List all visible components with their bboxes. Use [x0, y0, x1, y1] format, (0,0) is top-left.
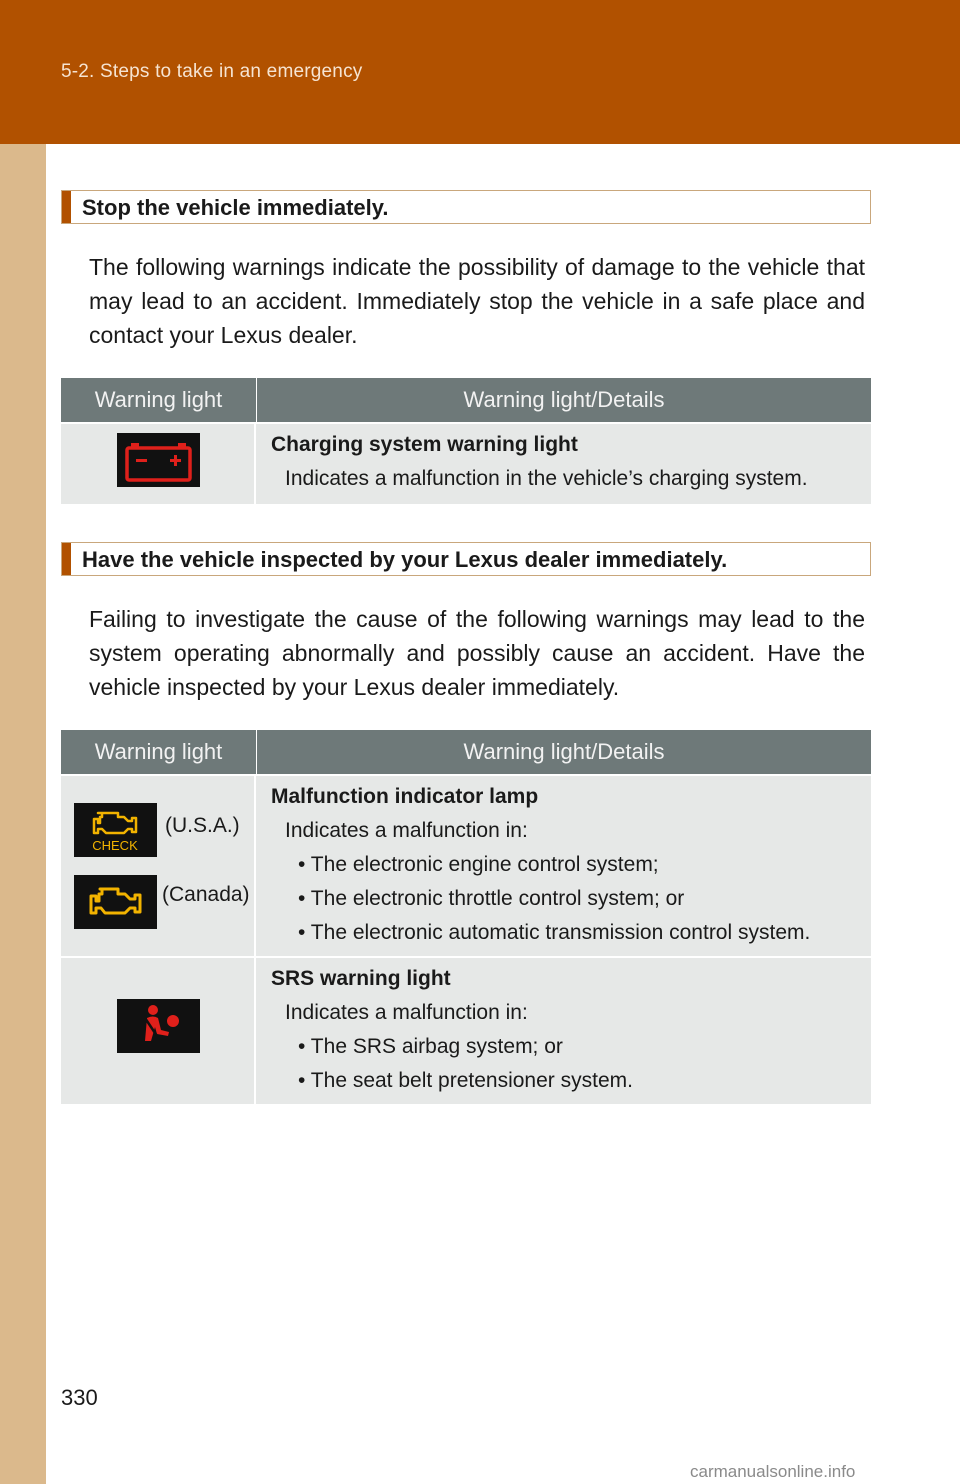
warning-intro: Indicates a malfunction in: — [285, 1001, 528, 1024]
warning-title: SRS warning light — [271, 967, 451, 990]
warning-bullet: • The electronic automatic transmission control system. — [298, 921, 811, 944]
region-label-usa: (U.S.A.) — [165, 814, 240, 837]
engine-icon — [74, 875, 157, 929]
battery-warning-icon — [117, 433, 200, 487]
table-row — [61, 424, 871, 504]
col-header-warning-light: Warning light — [61, 378, 257, 422]
side-margin — [0, 144, 46, 1484]
warning-title: Malfunction indicator lamp — [271, 785, 539, 808]
heading-accent-bar — [62, 543, 71, 575]
icon-cell — [61, 776, 256, 956]
section-heading-text: Stop the vehicle immediately. — [82, 195, 389, 220]
section-heading-text: Have the vehicle inspected by your Lexus dealer immediately. — [82, 547, 728, 572]
col-header-details: Warning light/Details — [463, 739, 665, 764]
check-caption: CHECK — [92, 838, 138, 853]
srs-airbag-icon — [117, 999, 200, 1053]
warning-bullet: • The seat belt pretensioner system. — [298, 1069, 633, 1092]
table-header — [61, 730, 871, 774]
icon-cell — [61, 958, 256, 1104]
table-header — [61, 378, 871, 422]
section-heading-stop — [61, 190, 871, 224]
watermark: carmanualsonline.info — [690, 1462, 856, 1481]
section-paragraph: Failing to investigate the cause of the following warnings may lead to the system operating abnormally and possibly cause an accident. Have the vehicle inspected by your Lexus dealer immediately. — [89, 606, 865, 700]
warning-title: Charging system warning light — [271, 433, 578, 456]
warning-intro: Indicates a malfunction in: — [285, 819, 528, 842]
warning-description: Indicates a malfunction in the vehicle’s charging system. — [285, 467, 808, 490]
section-paragraph: The following warnings indicate the possibility of damage to the vehicle that may lead to an accident. Immediately stop the vehicle in a safe place and contact your Lexus dealer. — [89, 254, 865, 348]
detail-cell — [271, 962, 861, 1098]
col-header-details: Warning light/Details — [463, 387, 665, 412]
col-header-warning-light: Warning light — [61, 730, 257, 774]
region-label-canada: (Canada) — [162, 883, 250, 906]
warning-bullet: • The SRS airbag system; or — [298, 1035, 563, 1058]
page-number: 330 — [61, 1385, 98, 1410]
warning-bullet: • The electronic throttle control system; or — [298, 887, 685, 910]
section-heading-inspect — [61, 542, 871, 576]
warning-bullet: • The electronic engine control system; — [298, 853, 659, 876]
detail-cell — [271, 780, 861, 950]
table-row — [61, 776, 871, 956]
table-row — [61, 958, 871, 1104]
detail-cell — [271, 428, 861, 496]
chapter-title: 5-2. Steps to take in an emergency — [61, 61, 363, 82]
icon-cell — [61, 424, 256, 504]
check-engine-icon — [74, 803, 157, 857]
heading-accent-bar — [62, 191, 71, 223]
